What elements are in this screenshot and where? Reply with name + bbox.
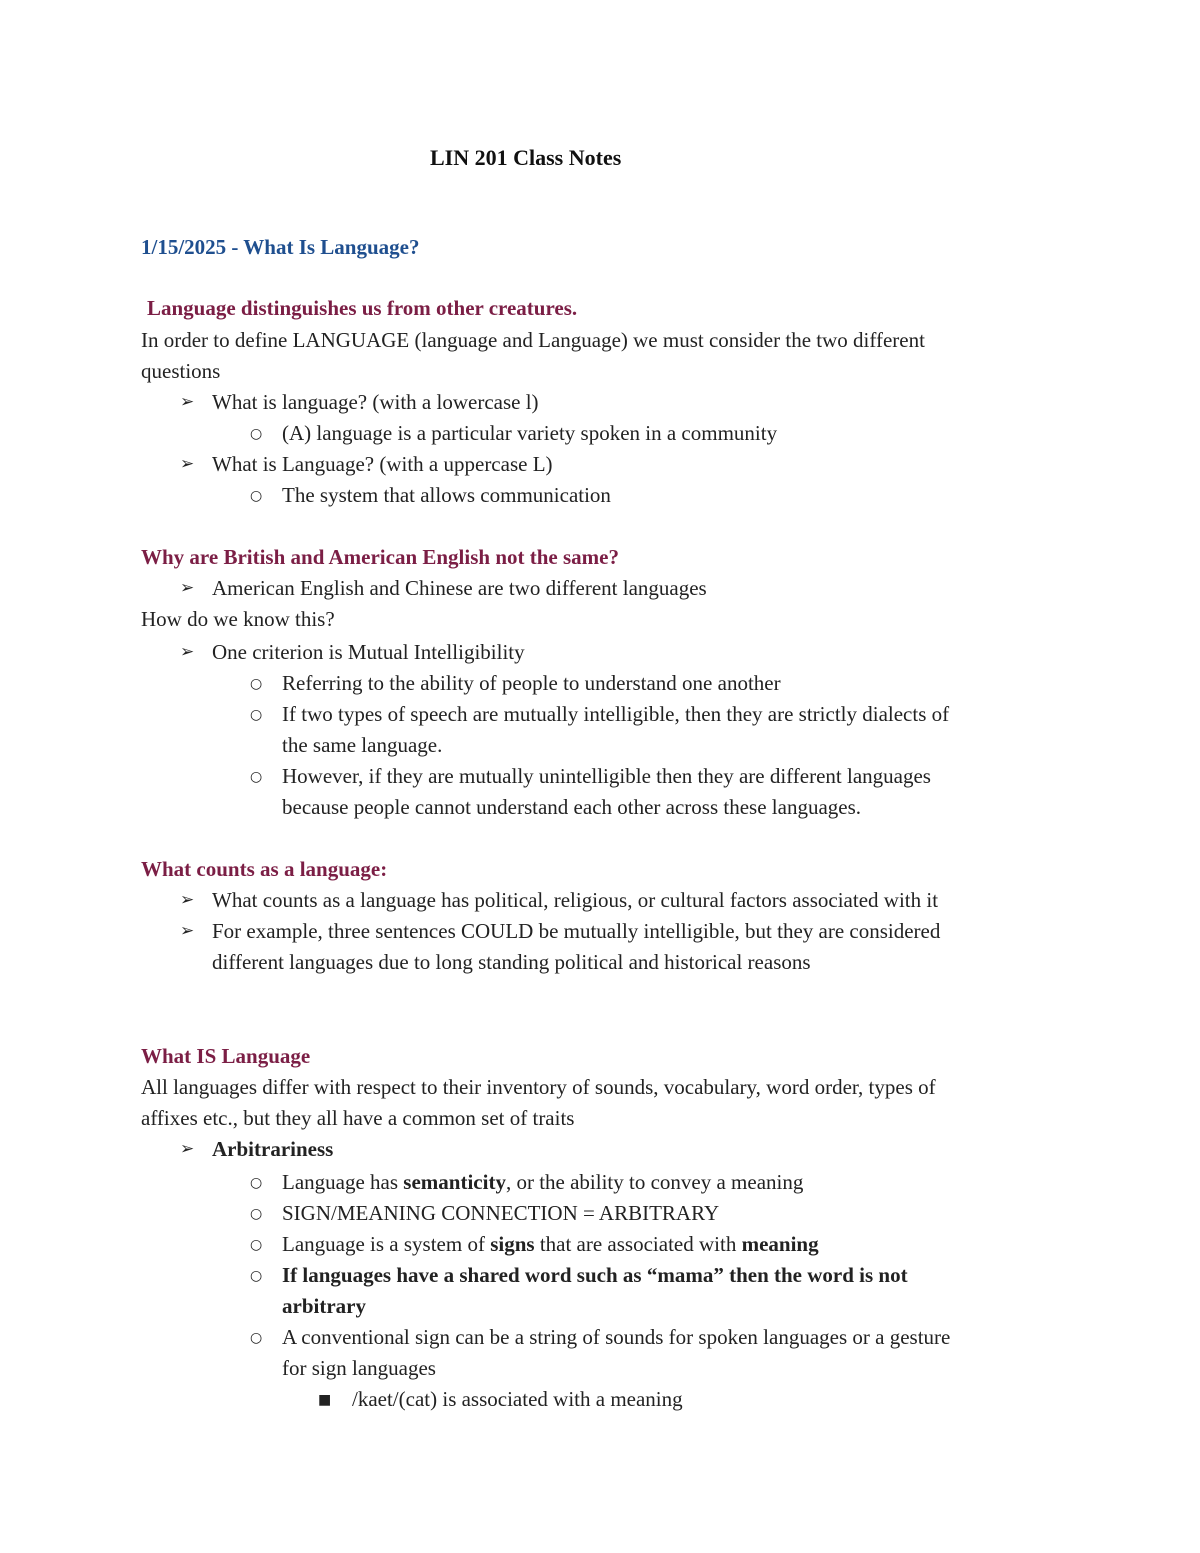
text-run: that are associated with [534, 1232, 742, 1256]
list-item: However, if they are mutually unintelligible then they are different languages [282, 764, 931, 788]
text-run: Language is a system of [282, 1232, 491, 1256]
paragraph-line: affixes etc., but they all have a common set of traits [141, 1106, 575, 1130]
text-run: , or the ability to convey a meaning [505, 1170, 804, 1194]
square-bullet-icon: ■ [318, 1392, 332, 1408]
list-item [282, 1172, 803, 1193]
page-title: LIN 201 Class Notes [430, 145, 622, 170]
list-item: (A) language is a particular variety spoken in a community [282, 421, 778, 445]
arrow-bullet-icon: ➢ [180, 921, 195, 941]
paragraph-line: How do we know this? [141, 607, 335, 631]
circle-bullet-icon: ○ [250, 1175, 263, 1191]
list-item: A conventional sign can be a string of sounds for spoken languages or a gesture [282, 1325, 951, 1349]
list-item-continuation: different languages due to long standing political and historical reasons [212, 950, 811, 974]
list-item-continuation: arbitrary [282, 1294, 366, 1318]
circle-bullet-icon: ○ [250, 1330, 263, 1346]
list-item: /kaet/(cat) is associated with a meaning [352, 1387, 683, 1411]
list-item: What is Language? (with a uppercase L) [212, 452, 553, 476]
list-item: For example, three sentences COULD be mutually intelligible, but they are considered [212, 919, 941, 943]
bold-term: signs [490, 1232, 535, 1256]
paragraph-line: In order to define LANGUAGE (language and Language) we must consider the two different [141, 328, 925, 352]
list-item: One criterion is Mutual Intelligibility [212, 640, 525, 664]
list-item: What counts as a language has political, religious, or cultural factors associated with it [212, 888, 939, 912]
text-run: Language has [282, 1170, 404, 1194]
date-heading: 1/15/2025 - What Is Language? [141, 235, 420, 259]
arrow-bullet-icon: ➢ [180, 1139, 195, 1159]
list-item: If two types of speech are mutually intelligible, then they are strictly dialects of [282, 702, 950, 726]
arrow-bullet-icon: ➢ [180, 454, 195, 474]
list-item-continuation: for sign languages [282, 1356, 436, 1380]
circle-bullet-icon: ○ [250, 1206, 263, 1222]
list-item [282, 1234, 819, 1255]
section-subheading: Language distinguishes us from other creatures. [147, 296, 578, 320]
list-item: Arbitrariness [212, 1137, 334, 1161]
list-item: The system that allows communication [282, 483, 611, 507]
circle-bullet-icon: ○ [250, 1268, 263, 1284]
paragraph-line: All languages differ with respect to their inventory of sounds, vocabulary, word order, types of [141, 1075, 936, 1099]
list-item: SIGN/MEANING CONNECTION = ARBITRARY [282, 1201, 720, 1225]
circle-bullet-icon: ○ [250, 426, 263, 442]
section-heading: Why are British and American English not the same? [141, 545, 619, 569]
circle-bullet-icon: ○ [250, 707, 263, 723]
arrow-bullet-icon: ➢ [180, 392, 195, 412]
circle-bullet-icon: ○ [250, 676, 263, 692]
arrow-bullet-icon: ➢ [180, 890, 195, 910]
circle-bullet-icon: ○ [250, 1237, 263, 1253]
list-item-continuation: the same language. [282, 733, 443, 757]
arrow-bullet-icon: ➢ [180, 642, 195, 662]
arrow-bullet-icon: ➢ [180, 578, 195, 598]
circle-bullet-icon: ○ [250, 769, 263, 785]
circle-bullet-icon: ○ [250, 488, 263, 504]
paragraph-line: questions [141, 359, 221, 383]
section-heading: What counts as a language: [141, 857, 388, 881]
list-item: Referring to the ability of people to understand one another [282, 671, 781, 695]
bold-term: semanticity [403, 1170, 506, 1194]
section-heading: What IS Language [141, 1044, 311, 1068]
bold-term: meaning [741, 1232, 819, 1256]
list-item-continuation: because people cannot understand each other across these languages. [282, 795, 862, 819]
list-item: What is language? (with a lowercase l) [212, 390, 539, 414]
list-item: American English and Chinese are two different languages [212, 576, 707, 600]
list-item: If languages have a shared word such as “mama” then the word is not [282, 1263, 908, 1287]
